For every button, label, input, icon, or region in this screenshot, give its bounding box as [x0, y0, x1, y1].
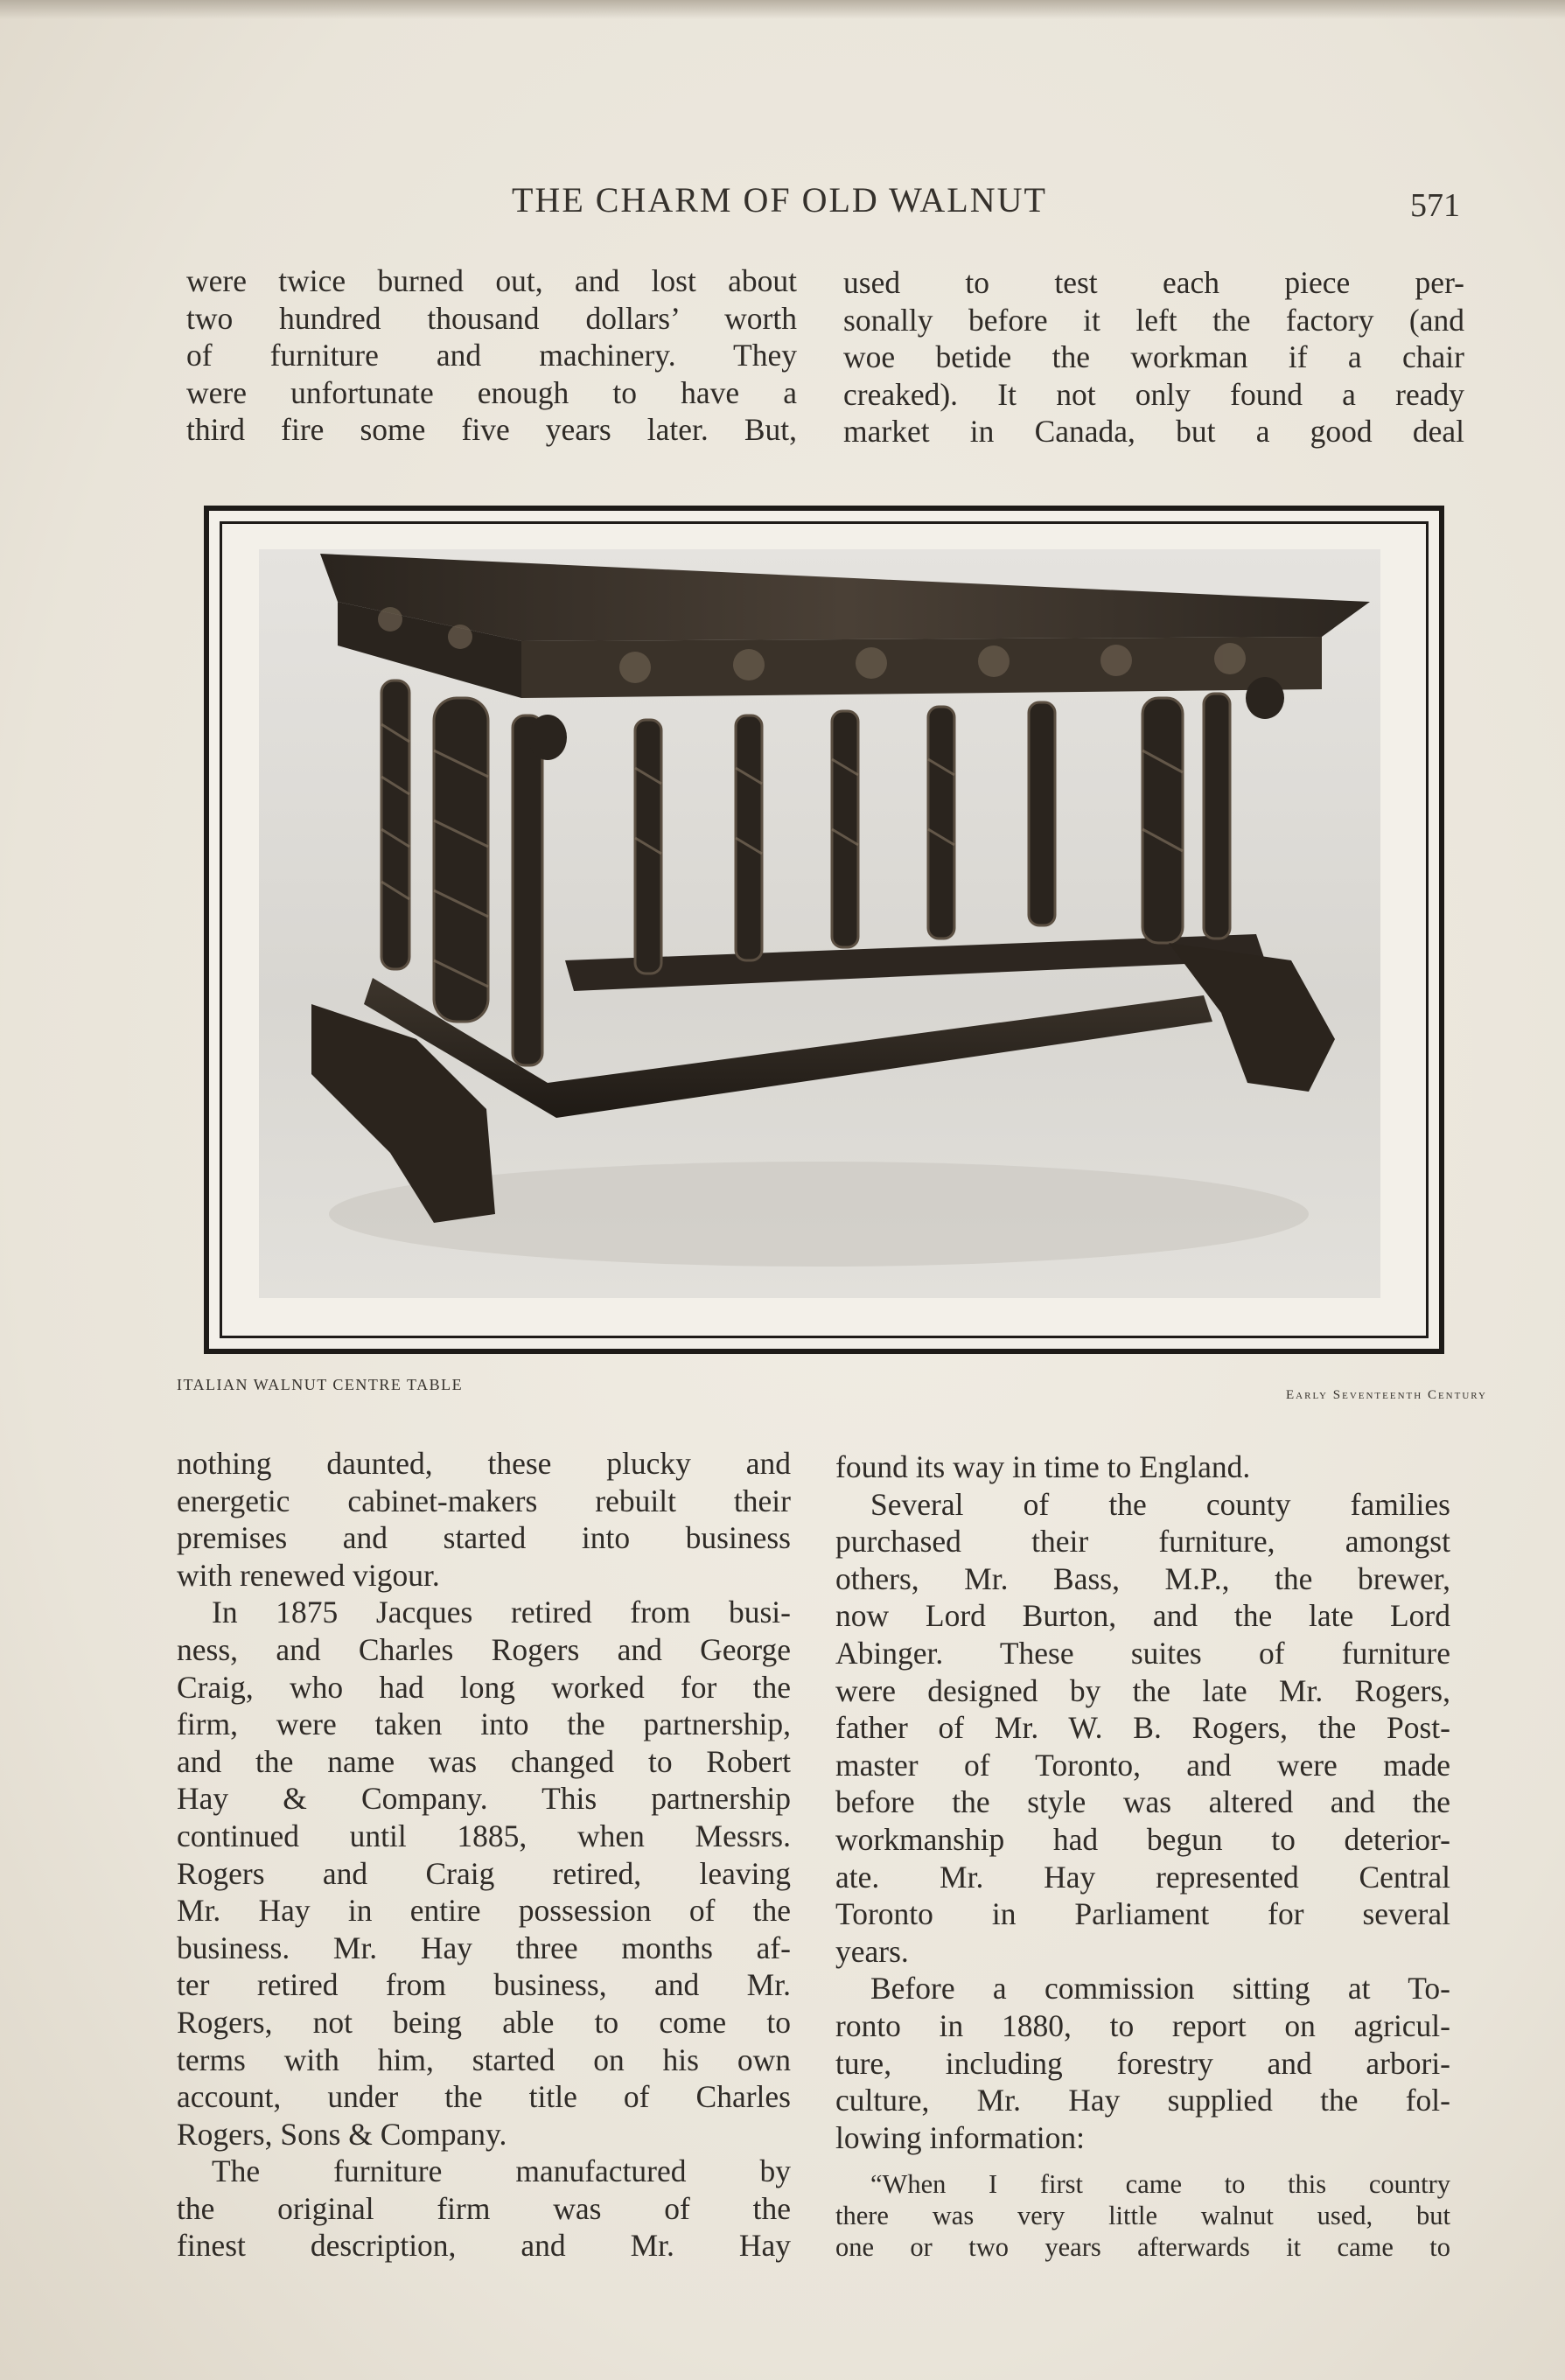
text-line: others, Mr. Bass, M.P., the brewer, — [835, 1560, 1450, 1596]
text-line: Toronto in Parliament for several — [835, 1896, 1450, 1932]
block-quote — [835, 2168, 1450, 2263]
text-line: years. — [835, 1933, 909, 1969]
text-line: creaked). It not only found a ready — [843, 376, 1464, 412]
text-line: Rogers, not being able to come to — [177, 2004, 791, 2040]
text-line: purchased their furniture, amongst — [835, 1524, 1450, 1560]
text-line: Several of the county families — [870, 1486, 1450, 1522]
text-line: account, under the title of Charles — [177, 2079, 791, 2115]
bottom-left-column — [177, 1445, 791, 2265]
text-line: sonally before it left the factory (and — [843, 302, 1464, 338]
page-header — [0, 179, 1565, 232]
text-line: ness, and Charles Rogers and George — [177, 1631, 791, 1667]
text-line: culture, Mr. Hay supplied the fol- — [835, 2083, 1450, 2118]
text-line: The furniture manufactured by — [212, 2153, 791, 2189]
text-line: the original firm was of the — [177, 2190, 791, 2226]
text-line: found its way in time to England. — [835, 1449, 1251, 1484]
text-line: ter retired from business, and Mr. — [177, 1967, 791, 2003]
text-line: firm, were taken into the partnership, — [177, 1706, 791, 1742]
figure-frame — [204, 506, 1444, 1354]
text-line: ronto in 1880, to report on agricul- — [835, 2007, 1450, 2043]
carved-table-illustration — [259, 549, 1380, 1298]
quote-line: one or two years afterwards it came to — [835, 2232, 1450, 2263]
quote-line: there was very little walnut used, but — [835, 2201, 1450, 2231]
text-line: master of Toronto, and were made — [835, 1747, 1450, 1783]
text-line: ture, including forestry and arbori- — [835, 2045, 1450, 2081]
text-line: before the style was altered and the — [835, 1784, 1450, 1820]
text-line: premises and started into business — [177, 1520, 791, 1556]
table-photograph — [259, 549, 1380, 1298]
text-line: workmanship had begun to deterior- — [835, 1821, 1450, 1857]
text-line: terms with him, started on his own — [177, 2041, 791, 2077]
text-line: woe betide the workman if a chair — [843, 339, 1464, 375]
bottom-right-column — [835, 1448, 1450, 2263]
text-line: now Lord Burton, and the late Lord — [835, 1598, 1450, 1634]
top-right-column — [843, 264, 1464, 450]
text-line: were twice burned out, and lost about — [186, 263, 797, 298]
text-line: were designed by the late Mr. Rogers, — [835, 1672, 1450, 1708]
text-line: Rogers, Sons & Company. — [177, 2116, 507, 2152]
text-line: energetic cabinet-makers rebuilt their — [177, 1483, 791, 1518]
text-line: used to test each piece per- — [843, 265, 1464, 300]
text-line: ate. Mr. Hay represented Central — [835, 1859, 1450, 1895]
text-line: and the name was changed to Robert — [177, 1743, 791, 1779]
text-line: finest description, and Mr. Hay — [177, 2228, 791, 2264]
running-title: THE CHARM OF OLD WALNUT — [512, 180, 1047, 220]
quote-line: “When I first came to this country — [870, 2169, 1450, 2200]
text-line: Mr. Hay in entire possession of the — [177, 1893, 791, 1929]
figure-caption-period: Early Seventeenth Century — [1286, 1388, 1487, 1402]
text-line: two hundred thousand dollars’ worth — [186, 300, 797, 336]
text-line: business. Mr. Hay three months af- — [177, 1930, 791, 1965]
figure-caption-title: ITALIAN WALNUT CENTRE TABLE — [177, 1376, 464, 1393]
text-line: market in Canada, but a good deal — [843, 414, 1464, 450]
text-line: Rogers and Craig retired, leaving — [177, 1855, 791, 1891]
text-line: In 1875 Jacques retired from busi- — [212, 1595, 791, 1630]
text-line: Craig, who had long worked for the — [177, 1669, 791, 1705]
top-left-column — [186, 262, 797, 449]
text-line: Abinger. These suites of furniture — [835, 1635, 1450, 1671]
text-line: Before a commission sitting at To- — [870, 1971, 1450, 2007]
text-line: were unfortunate enough to have a — [186, 374, 797, 410]
text-line: continued until 1885, when Messrs. — [177, 1818, 791, 1853]
text-line: lowing information: — [835, 2119, 1085, 2155]
page-number: 571 — [1410, 187, 1460, 224]
text-line: nothing daunted, these plucky and — [177, 1446, 791, 1481]
text-line: third fire some five years later. But, — [186, 412, 797, 448]
text-line: of furniture and machinery. They — [186, 338, 797, 373]
text-line: with renewed vigour. — [177, 1557, 440, 1593]
page-edge — [0, 0, 1565, 19]
text-line: father of Mr. W. B. Rogers, the Post- — [835, 1710, 1450, 1746]
text-line: Hay & Company. This partnership — [177, 1781, 791, 1817]
